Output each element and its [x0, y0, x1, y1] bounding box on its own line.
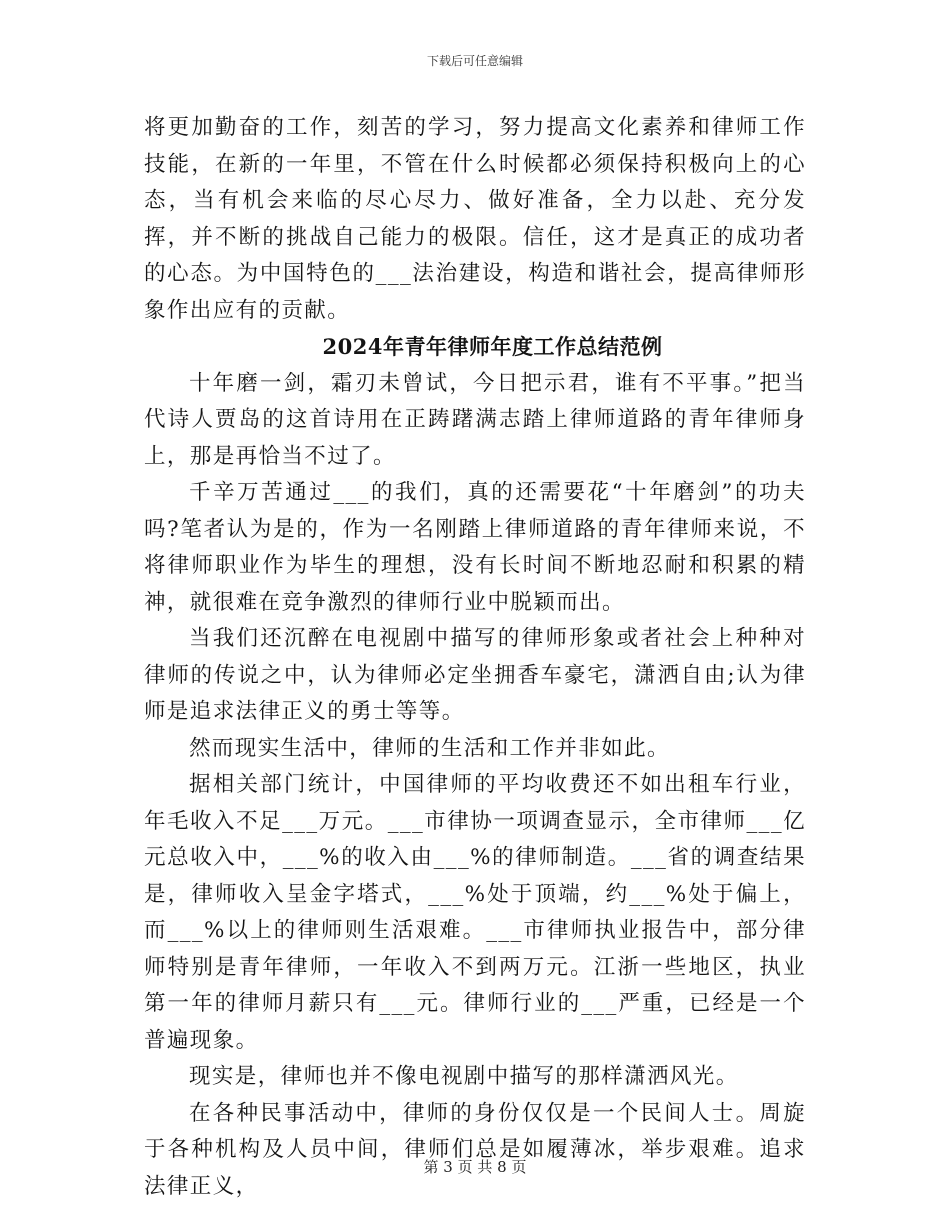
paragraph-4: 然而现实生活中，律师的生活和工作并非如此。 — [189, 735, 670, 761]
paragraph-3: 当我们还沉醉在电视剧中描写的律师形象或者社会上种种对律师的传说之中，认为律师必定坐拥香车豪宅，潇洒自由;认为律师是追求法律正义的勇士等等。 — [144, 626, 806, 724]
paragraph-6: 现实是，律师也并不像电视剧中描写的那样潇洒风光。 — [189, 1064, 739, 1089]
page-number: 第 3 页 共 8 页 — [423, 1158, 527, 1176]
document-title: 2024年青年律师年度工作总结范例 — [322, 334, 663, 359]
intro-paragraph: 将更加勤奋的工作，刻苦的学习，努力提高文化素养和律师工作技能，在新的一年里，不管在什么时候都必须保持积极向上的心态，当有机会来临的尽心尽力、做好准备，全力以赴、充分发挥，并不断的挑战自己能力的极限。信任，这才是真正的成功者的心态。为中国特色的___法治建设，构造和谐社会，提高律师形象作出应有的贡献。 — [144, 115, 806, 323]
header-note: 下载后可任意编辑 — [426, 54, 523, 68]
paragraph-5: 据相关部门统计，中国律师的平均收费还不如出租车行业，年毛收入不足___万元。___市律协一项调查显示，全市律师___亿元总收入中，___%的收入由___%的律师制造。___省的调查结果是，律师收入呈金字塔式，___%处于顶端，约___%处于偏上，而___%以上的律师则生活艰难。___市律师执业报告中，部分律师特别是青年律师，一年收入不到两万元。江浙一些地区，执业第一年的律师月薪只有___元。律师行业的___严重，已经是一个普遍现象。 — [144, 772, 806, 1053]
document-body — [144, 110, 806, 1205]
paragraph-1: 十年磨一剑，霜刃未曾试，今日把示君，谁有不平事。”把当代诗人贾岛的这首诗用在正踌躇满志踏上律师道路的青年律师身上，那是再恰当不过了。 — [144, 370, 806, 469]
paragraph-2: 千辛万苦通过___的我们，真的还需要花“十年磨剑”的功夫吗?笔者认为是的，作为一名刚踏上律师道路的青年律师来说，不将律师职业作为毕生的理想，没有长时间不断地忍耐和积累的精神，就很难在竞争激烈的律师行业中脱颖而出。 — [144, 480, 806, 615]
paragraph-7: 在各种民事活动中，律师的身份仅仅是一个民间人士。周旋于各种机构及人员中间，律师们总是如履薄冰，举步艰难。追求法律正义， — [144, 1100, 806, 1199]
